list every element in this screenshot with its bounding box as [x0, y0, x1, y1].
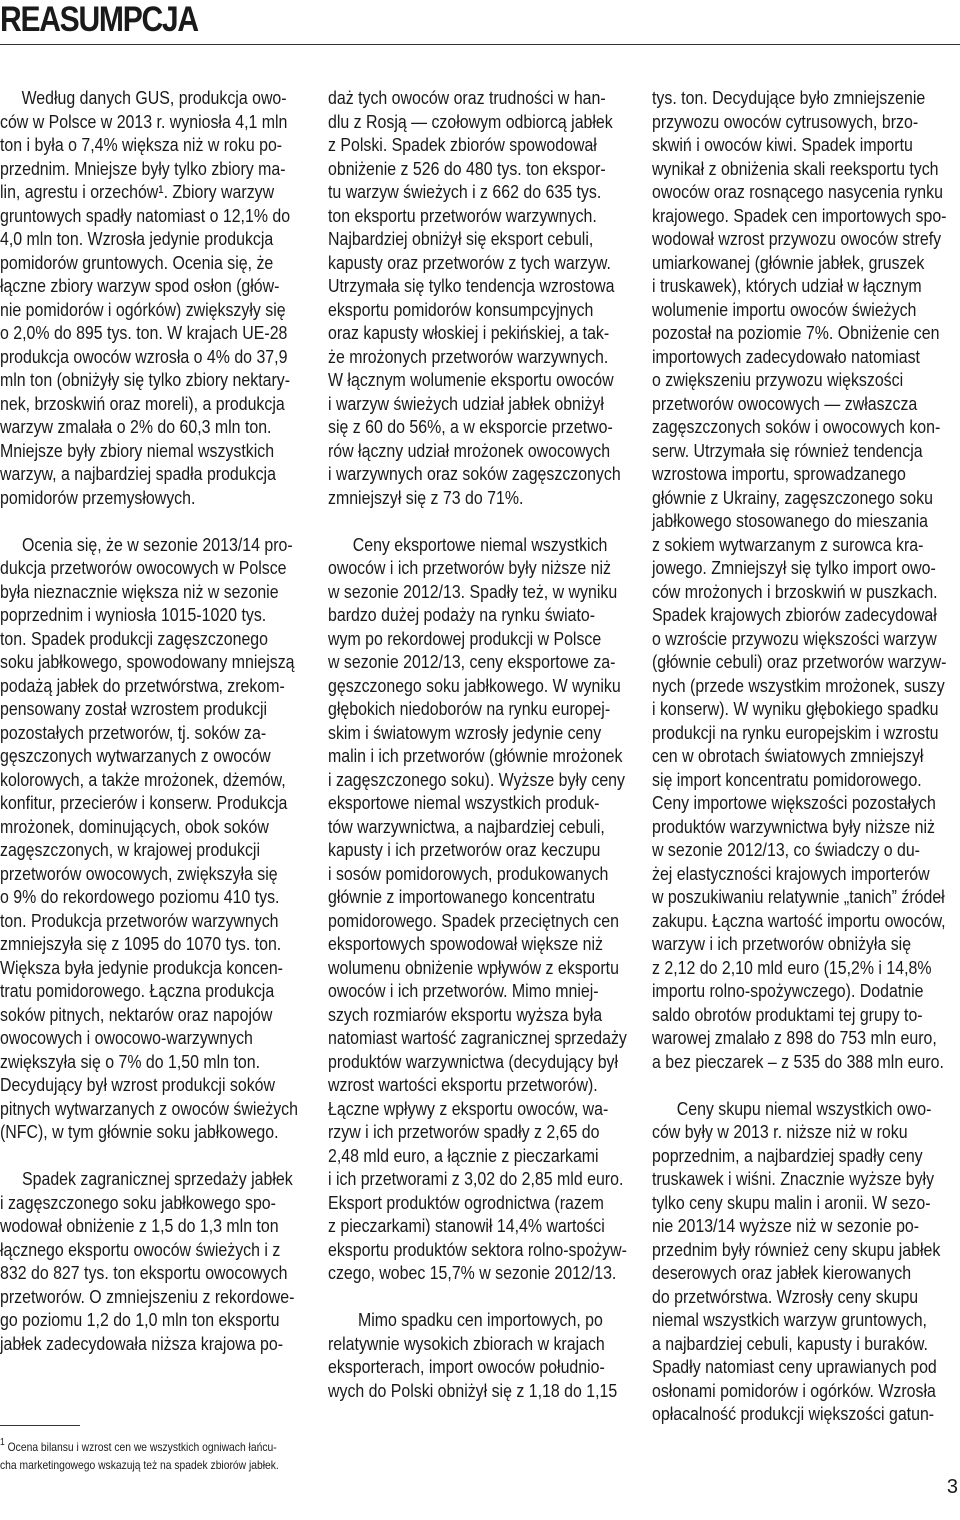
text-line: malin i ich przetworów (głównie mrożonek	[328, 745, 623, 766]
text-line: tu warzyw świeżych i z 662 do 635 tys.	[328, 181, 602, 202]
text-line: truskawek i wiśni. Znacznie wyższe były	[652, 1168, 935, 1189]
text-line: ców mrożonych i brzoskwiń w puszkach.	[652, 580, 938, 602]
text-line: ton. Spadek produkcji zagęszczonego	[0, 627, 268, 649]
text-line: Łączne wpływy z eksportu owoców, wa-	[328, 1097, 609, 1119]
paragraph-first-line: Według danych GUS, produkcja owo-	[21, 87, 287, 108]
text-line: czego, wobec 15,7% w sezonie 2012/13.	[328, 1262, 617, 1283]
text-line: nych (przede wszystkim mrożonek, suszy	[652, 674, 945, 696]
section-heading: REASUMPCJA	[0, 0, 198, 39]
text-line: pozostał na poziomie 7%. Obniżenie cen	[652, 322, 940, 343]
text-line: zagęszczonych soków i owocowych kon-	[652, 416, 941, 437]
text-line: wym po rekordowej produkcji w Polsce	[328, 627, 602, 649]
text-line: o 9% do rekordowego poziomu 410 tys.	[0, 886, 280, 907]
text-line: oraz kapusty włoskiej i pekińskiej, a tak-	[328, 322, 610, 343]
text-line: Spadły natomiast ceny uprawianych pod	[652, 1356, 937, 1377]
text-line: eksportu produktów sektora rolno-spożyw-	[328, 1238, 627, 1260]
text-line: w sezonie 2012/13. Spadły też, w wyniku	[328, 580, 618, 602]
text-line: gęszczonych wytwarzanych z owoców	[0, 745, 271, 766]
text-line: głównie z Ukrainy, zagęszczonego soku	[652, 486, 933, 508]
text-line	[328, 533, 633, 557]
text-line: wolumenie importu owoców świeżych	[652, 298, 917, 320]
paragraph-first-line: Spadek zagranicznej sprzedaży jabłek	[22, 1168, 293, 1189]
paragraph-first-line: Ocenia się, że w sezonie 2013/14 pro-	[22, 533, 293, 555]
paragraph-first-line: Ceny skupu niemal wszystkich owo-	[677, 1097, 932, 1119]
text-line: kolorowych, a także mrożonek, dżemów,	[0, 768, 286, 790]
text-line: lin, agrestu i orzechów¹. Zbiory warzyw	[0, 181, 275, 202]
text-line: poprzednim, a najbardziej spadły ceny	[652, 1144, 923, 1166]
text-line: go poziomu 1,2 do 1,0 mln ton eksportu	[0, 1309, 280, 1330]
text-line: wolumenu obniżenie wpływów z eksportu	[328, 956, 619, 978]
text-line: podażą jabłek do przetwórstwa, zrekom-	[0, 674, 285, 696]
text-line: (NFC), w tym głównie soku jabłkowego.	[0, 1121, 279, 1142]
paragraph-gap	[328, 509, 633, 533]
text-line: warzyw, a najbardziej spadła produkcja	[0, 463, 276, 484]
text-line: wzrostowa importu, sprowadzanego	[652, 463, 906, 484]
text-line: rzyw i ich przetworów spadły z 2,65 do	[328, 1121, 600, 1142]
text-line: jabłek zadecydowała niższa krajowa po-	[0, 1332, 283, 1354]
text-line: produktów warzywnictwa były niższe niż	[652, 815, 935, 837]
paragraph-gap	[328, 1285, 633, 1309]
column-3	[652, 86, 957, 1426]
column-2	[328, 86, 633, 1402]
text-line: tylko ceny skupu malin i aronii. W sezo-	[652, 1191, 931, 1213]
text-line: ców w Polsce w 2013 r. wyniosła 4,1 mln	[0, 110, 288, 132]
page-number: 3	[946, 1476, 958, 1498]
text-line: (głównie cebuli) oraz przetworów warzyw-	[652, 651, 947, 672]
text-line: warowej zmalało z 898 do 753 mln euro,	[652, 1027, 937, 1048]
footnote-marker: 1	[0, 1437, 5, 1448]
footnote-text: Ocena bilansu i wzrost cen we wszystkich ogniwach łańcu-	[7, 1440, 277, 1454]
text-line: krajowego. Spadek cen importowych spo-	[652, 204, 947, 226]
footnote	[0, 1438, 320, 1474]
paragraph-gap	[0, 509, 305, 533]
text-line: z 2,12 do 2,10 mld euro (15,2% i 14,8%	[652, 956, 932, 978]
text-line: produkcji na rynku europejskim i wzrostu	[652, 721, 939, 743]
text-line: i ich przetworami z 3,02 do 2,85 mld euro.	[328, 1168, 624, 1189]
text-line: eksportowe niemal wszystkich produk-	[328, 792, 600, 813]
text-line: pitnych wytwarzanych z owoców świeżych	[0, 1097, 298, 1119]
text-line: przetworów owocowych — zwłaszcza	[652, 392, 918, 414]
text-line	[0, 86, 305, 110]
text-line: umiarkowanej (głównie jabłek, gruszek	[652, 251, 925, 273]
text-line	[652, 1097, 957, 1121]
paragraph-gap	[652, 1073, 957, 1097]
text-line: była nieznacznie większa niż w sezonie	[0, 580, 279, 602]
text-line: się import koncentratu pomidorowego.	[652, 768, 922, 790]
text-line: a bez pieczarek – z 535 do 388 mln euro.	[652, 1050, 944, 1072]
text-line: saldo obrotów produktami tej grupy to-	[652, 1003, 923, 1025]
footnote-rule	[0, 1425, 80, 1426]
text-line: i warzywnych oraz soków zagęszczonych	[328, 463, 621, 484]
text-line: niemal wszystkich warzyw gruntowych,	[652, 1309, 927, 1330]
text-line	[328, 1308, 633, 1332]
text-line: daż tych owoców oraz trudności w han-	[328, 87, 606, 108]
text-line: i warzyw świeżych udział jabłek obniżył	[328, 392, 604, 414]
text-line: owoców i ich przetworów. Mimo mniej-	[328, 980, 599, 1001]
footnote-line: cha marketingowego wskazują też na spadek zbiorów jabłek.	[0, 1458, 279, 1472]
paragraph-gap	[0, 1144, 305, 1168]
heading-rule	[0, 44, 960, 45]
text-line: nie pomidorów i ogórków) zwiększyły się	[0, 298, 286, 320]
text-line: 2,48 mld euro, a łącznie z pieczarkami	[328, 1144, 599, 1166]
text-line: skwiń i owoców kiwi. Spadek importu	[652, 134, 913, 155]
text-line: o 2,0% do 895 tys. ton. W krajach UE-28	[0, 322, 288, 343]
text-line: ton. Produkcja przetworów warzywnych	[0, 909, 279, 931]
text-line: łącznego eksportu owoców świeżych i z	[0, 1238, 281, 1260]
text-line: zagęszczonych, w krajowej produkcji	[0, 839, 260, 860]
text-line: soku jabłkowego, spowodowany mniejszą	[0, 651, 295, 672]
text-line: i zagęszczonego soku). Wyższe były ceny	[328, 768, 625, 790]
text-line: z sokiem wytwarzanym z surowca kra-	[652, 533, 924, 555]
text-line: kapusty i ich przetworów oraz keczupu	[328, 839, 601, 860]
text-line: eksporterach, import owoców południo-	[328, 1356, 605, 1377]
text-line: 832 do 827 tys. ton eksportu owocowych	[0, 1262, 288, 1283]
text-line: o wzroście przywozu większości warzyw	[652, 627, 937, 649]
text-line: tów warzywnictwa, a najbardziej cebuli,	[328, 815, 605, 837]
text-line: pomidorów przemysłowych.	[0, 486, 196, 508]
text-line: dlu z Rosją — czołowym odbiorcą jabłek	[328, 110, 613, 132]
text-line: rów łączny udział mrożonek owocowych	[328, 439, 611, 461]
text-line: ton eksportu przetworów warzywnych.	[328, 204, 597, 226]
text-line: jabłkowego stosowanego do mieszania	[652, 510, 928, 531]
text-line: Utrzymała się tylko tendencja wzrostowa	[328, 275, 615, 296]
text-line: produkcja owoców wzrosła o 4% do 37,9	[0, 345, 288, 367]
text-line: i konserw). W wyniku głębokiego spadku	[652, 698, 939, 719]
text-line: przetworów. O zmniejszeniu z rekordowe-	[0, 1285, 295, 1307]
text-line: 4,0 mln ton. Wzrosła jedynie produkcja	[0, 228, 274, 249]
footnote-line	[0, 1438, 275, 1456]
paragraph-first-line: Ceny eksportowe niemal wszystkich	[353, 533, 608, 555]
text-line: mln ton (obniżyły się tylko zbiory nektary-	[0, 369, 291, 390]
text-line: owoców oraz rosnącego nasycenia rynku	[652, 181, 943, 202]
text-line: W łącznym wolumenie eksportu owoców	[328, 369, 614, 390]
text-line: Najbardziej obniżył się eksport cebuli,	[328, 228, 594, 249]
text-line: z Polski. Spadek zbiorów spowodował	[328, 134, 597, 155]
text-line: poprzednim i wyniosła 1015-1020 tys.	[0, 604, 267, 625]
text-line: a najbardziej cebuli, kapusty i buraków.	[652, 1332, 928, 1354]
text-line: konfitur, przecierów i konserw. Produkcja	[0, 792, 288, 813]
text-line: zwiększyła się o 7% do 1,50 mln ton.	[0, 1050, 261, 1072]
text-line: o zwiększeniu przywozu większości	[652, 369, 904, 390]
text-line: serw. Utrzymała się również tendencja	[652, 439, 923, 461]
text-line: produktów warzywnictwa (decydujący był	[328, 1050, 619, 1072]
text-line: skim i światowym wzrosły jedynie ceny	[328, 721, 602, 743]
text-line: nek, brzoskwiń oraz moreli), a produkcja	[0, 392, 285, 414]
text-line: i sosów pomidorowych, produkowanych	[328, 862, 609, 884]
text-line: tys. ton. Decydujące było zmniejszenie	[652, 87, 926, 108]
text-line: przednim były również ceny skupu jabłek	[652, 1238, 941, 1260]
text-line: zmniejszył się z 73 do 71%.	[328, 486, 524, 508]
text-line: deserowych oraz jabłek kierowanych	[652, 1262, 912, 1283]
text-line	[0, 533, 305, 557]
text-line: w sezonie 2012/13, co świadczy o du-	[652, 839, 920, 860]
text-line: wych do Polski obniżył się z 1,18 do 1,15	[328, 1379, 618, 1401]
text-line: jowego. Zmniejszył się tylko import owo-	[652, 557, 936, 578]
text-line: ton i była o 7,4% większa niż w roku po-	[0, 134, 283, 155]
text-line: w poszukiwaniu relatywnie „tanich” źródeł	[652, 886, 945, 907]
text-line: Spadek krajowych zbiorów zadecydował	[652, 604, 937, 625]
text-line: Większa była jedynie produkcja koncen-	[0, 956, 283, 978]
text-line	[0, 1167, 305, 1191]
text-line: pensowany został wzrostem produkcji	[0, 698, 268, 719]
text-line: głównie z importowanego koncentratu	[328, 886, 596, 907]
text-line: eksportu pomidorów konsumpcyjnych	[328, 298, 594, 320]
text-line: obniżenie z 526 do 480 tys. ton ekspor-	[328, 157, 606, 179]
text-line: owoców i ich przetworów były niższe niż	[328, 557, 611, 578]
text-line: importu rolno-spożywczego). Dodatnie	[652, 980, 924, 1001]
text-line: i zagęszczonego soku jabłkowego spo-	[0, 1191, 276, 1213]
text-line: zmniejszyła się z 1095 do 1070 tys. ton.	[0, 933, 282, 954]
text-line: gruntowych spadły natomiast o 12,1% do	[0, 204, 291, 226]
text-line: Mniejsze były zbiory niemal wszystkich	[0, 439, 275, 461]
text-line: pozostałych przetworów, tj. soków za-	[0, 721, 267, 743]
text-line: kapusty oraz przetworów z tych warzyw.	[328, 251, 611, 273]
text-line: wynikał z obniżenia skali reeksportu tych	[652, 157, 939, 179]
text-line: tratu pomidorowego. Łączna produkcja	[0, 980, 275, 1001]
text-line: warzyw zmalała o 2% do 60,3 mln ton.	[0, 416, 272, 437]
text-line: bardzo dużej podaży na rynku świato-	[328, 604, 596, 625]
text-line: importowych zadecydowało natomiast	[652, 345, 920, 367]
text-line: pomidorowego. Spadek przeciętnych cen	[328, 909, 619, 931]
text-line: przednim. Mniejsze były tylko zbiory ma-	[0, 157, 286, 179]
text-line: zakupu. Łączna wartość importu owoców,	[652, 909, 946, 931]
text-line: warzyw i ich przetworów obniżyła się	[652, 933, 912, 954]
text-line: eksportowych spowodował większe niż	[328, 933, 604, 954]
text-line: do przetwórstwa. Wzrosły ceny skupu	[652, 1285, 919, 1307]
text-line: pomidorów gruntowych. Ocenia się, że	[0, 251, 274, 273]
text-line: relatywnie wysokich zbiorach w krajach	[328, 1332, 605, 1354]
text-line: opłacalność produkcji większości gatun-	[652, 1403, 935, 1424]
text-line: cen w obrotach światowych zmniejszył	[652, 745, 924, 766]
text-line: owocowych i owocowo-warzywnych	[0, 1027, 253, 1048]
text-line: i truskawek), których udział w łącznym	[652, 275, 922, 296]
text-line: Ceny importowe większości pozostałych	[652, 792, 936, 813]
text-line: nie 2013/14 wyższe niż w sezonie po-	[652, 1215, 920, 1236]
text-line: żej elastyczności krajowych importerów	[652, 862, 930, 884]
paragraph-first-line: Mimo spadku cen importowych, po	[358, 1309, 603, 1330]
text-line: natomiast wartość zagranicznej sprzedaży	[328, 1027, 627, 1048]
text-line: dukcja przetworów owocowych w Polsce	[0, 557, 287, 578]
text-line: przetworów owocowych, zwiększyła się	[0, 862, 278, 884]
text-line: szych rozmiarów eksportu wyższa była	[328, 1003, 603, 1025]
text-line: wodował wzrost przywozu owoców strefy	[652, 228, 942, 249]
text-line: wzrost wartości eksportu przetworów).	[328, 1074, 598, 1095]
text-line: mrożonek, dominujących, obok soków	[0, 815, 269, 837]
text-line: się z 60 do 56%, a w eksporcie przetwo-	[328, 416, 613, 437]
text-line: głębokich niedoborów na rynku europej-	[328, 698, 611, 719]
text-line: że mrożonych przetworów warzywnych.	[328, 345, 609, 367]
text-line: z pieczarkami) stanowił 14,4% wartości	[328, 1215, 605, 1236]
text-line: soków pitnych, nektarów oraz napojów	[0, 1003, 273, 1025]
text-line: gęszczonego soku jabłkowego. W wyniku	[328, 674, 621, 696]
text-line: przywozu owoców cytrusowych, brzo-	[652, 110, 919, 132]
text-line: osłonami pomidorów i ogórków. Wzrosła	[652, 1379, 936, 1401]
text-line: ców były w 2013 r. niższe niż w roku	[652, 1121, 908, 1142]
text-line: w sezonie 2012/13, ceny eksportowe za-	[328, 651, 616, 672]
text-line: Decydujący był wzrost produkcji soków	[0, 1074, 275, 1095]
text-line: łączne zbiory warzyw spod osłon (głów-	[0, 275, 280, 296]
column-1	[0, 86, 305, 1355]
text-line: wodował obniżenie z 1,5 do 1,3 mln ton	[0, 1215, 279, 1236]
text-line: Eksport produktów ogrodnictwa (razem	[328, 1191, 604, 1213]
